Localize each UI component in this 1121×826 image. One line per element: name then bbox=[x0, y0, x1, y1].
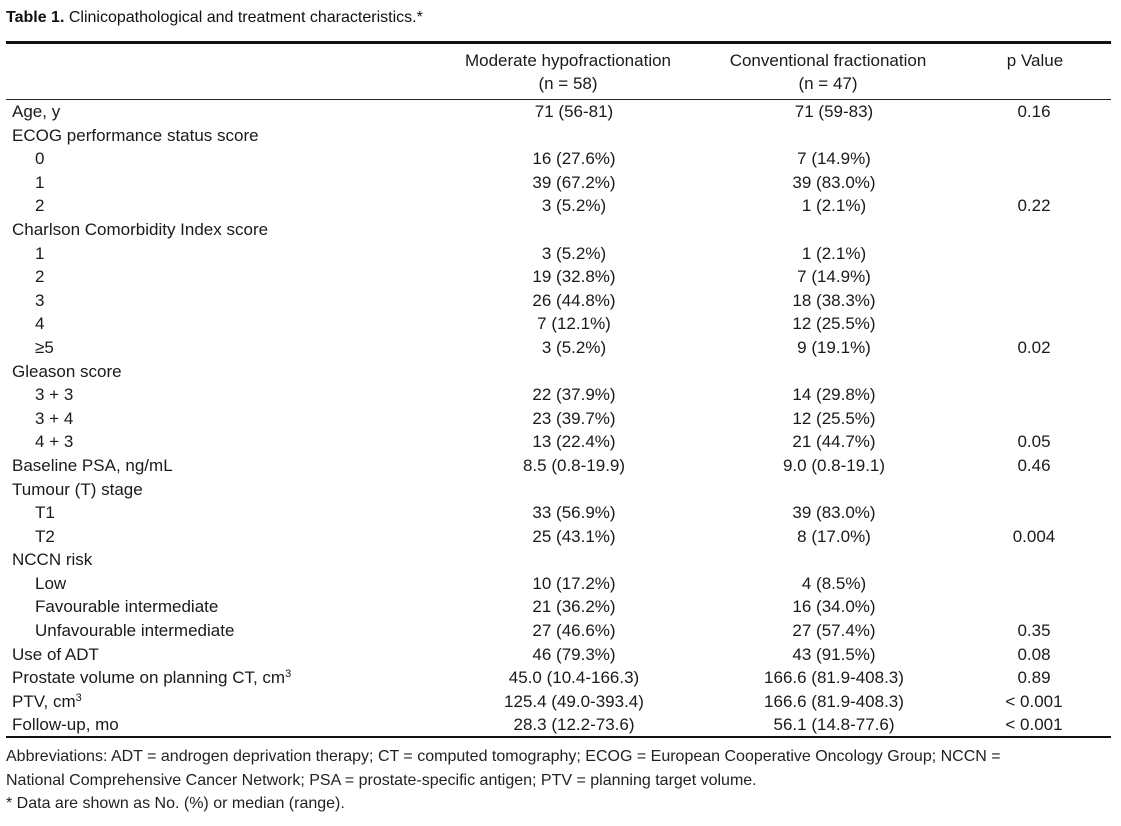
moderate-value: 22 (37.9%) bbox=[532, 385, 616, 405]
row-label bbox=[12, 643, 99, 667]
row-label-text: 4 + 3 bbox=[35, 432, 74, 452]
table-row bbox=[6, 548, 1111, 572]
table-row bbox=[6, 619, 1111, 643]
footnote-data-note: * Data are shown as No. (%) or median (range). bbox=[6, 795, 345, 812]
table-row bbox=[6, 360, 1111, 384]
p-value: 0.08 bbox=[1017, 644, 1051, 664]
row-label-text: 3 bbox=[35, 290, 45, 310]
moderate-value: 13 (22.4%) bbox=[532, 432, 616, 452]
moderate-value: 39 (67.2%) bbox=[532, 172, 616, 192]
table-row bbox=[6, 336, 1111, 360]
moderate-value: 45.0 (10.4-166.3) bbox=[508, 668, 640, 688]
row-label-text: T2 bbox=[35, 526, 55, 546]
moderate-value: 19 (32.8%) bbox=[532, 267, 616, 287]
conventional-value: 8 (17.0%) bbox=[797, 526, 871, 546]
row-label-text: 2 bbox=[35, 196, 45, 216]
row-label bbox=[35, 501, 55, 525]
row-label-text: T1 bbox=[35, 503, 55, 523]
row-label-text: 1 bbox=[35, 243, 45, 263]
table-caption bbox=[6, 9, 423, 27]
row-label bbox=[35, 383, 73, 407]
row-label-text: Use of ADT bbox=[12, 644, 99, 664]
row-label-text: 2 bbox=[35, 267, 45, 287]
row-label bbox=[35, 265, 44, 289]
moderate-value: 23 (39.7%) bbox=[532, 408, 616, 428]
row-label-text: ECOG performance status score bbox=[12, 125, 259, 145]
table-row bbox=[6, 713, 1111, 737]
p-value: 0.35 bbox=[1017, 621, 1051, 641]
conventional-value: 7 (14.9%) bbox=[797, 149, 871, 169]
p-value: 0.22 bbox=[1017, 196, 1051, 216]
row-label-text: NCCN risk bbox=[12, 550, 93, 570]
table-row bbox=[6, 383, 1111, 407]
row-label-text: Prostate volume on planning CT, cm bbox=[12, 668, 286, 688]
header-conventional-fractionation bbox=[700, 49, 956, 95]
table-row bbox=[6, 218, 1111, 242]
row-label bbox=[35, 430, 73, 454]
row-label-text: Low bbox=[35, 573, 67, 593]
row-label bbox=[12, 713, 119, 737]
table-row bbox=[6, 595, 1111, 619]
footnote-abbreviations-line1: Abbreviations: ADT = androgen deprivation therapy; CT = computed tomography; ECOG = European Cooperative Oncology Group; NCCN = bbox=[6, 748, 1001, 765]
row-label bbox=[35, 171, 44, 195]
moderate-value: 26 (44.8%) bbox=[532, 290, 616, 310]
table-row bbox=[6, 100, 1111, 124]
row-label bbox=[35, 289, 44, 313]
p-value: 0.02 bbox=[1017, 337, 1051, 357]
top-rule bbox=[6, 41, 1111, 44]
row-label-text: Gleason score bbox=[12, 361, 122, 381]
table-row bbox=[6, 643, 1111, 667]
table-row bbox=[6, 501, 1111, 525]
table-row bbox=[6, 666, 1111, 690]
p-value: < 0.001 bbox=[1005, 715, 1063, 735]
table-row bbox=[6, 289, 1111, 313]
row-label bbox=[35, 525, 55, 549]
row-label-text: 1 bbox=[35, 172, 45, 192]
moderate-value: 46 (79.3%) bbox=[532, 644, 616, 664]
moderate-value: 21 (36.2%) bbox=[532, 597, 616, 617]
table-row bbox=[6, 525, 1111, 549]
moderate-value: 33 (56.9%) bbox=[532, 503, 616, 523]
moderate-value: 10 (17.2%) bbox=[532, 573, 616, 593]
conventional-value: 16 (34.0%) bbox=[792, 597, 876, 617]
table-row bbox=[6, 478, 1111, 502]
conventional-value: 166.6 (81.9-408.3) bbox=[764, 691, 904, 711]
row-label bbox=[12, 666, 291, 690]
row-label bbox=[12, 454, 173, 478]
row-label bbox=[12, 478, 143, 502]
header-col1-title: Moderate hypofractionation bbox=[464, 51, 672, 70]
table-row bbox=[6, 194, 1111, 218]
table-row bbox=[6, 171, 1111, 195]
row-label-text: 3 + 3 bbox=[35, 385, 74, 405]
bottom-rule bbox=[6, 736, 1111, 738]
conventional-value: 43 (91.5%) bbox=[792, 644, 876, 664]
p-value: < 0.001 bbox=[1005, 691, 1063, 711]
moderate-value: 16 (27.6%) bbox=[532, 149, 616, 169]
conventional-value: 9 (19.1%) bbox=[797, 337, 871, 357]
row-label bbox=[35, 312, 44, 336]
conventional-value: 27 (57.4%) bbox=[792, 621, 876, 641]
table-row bbox=[6, 407, 1111, 431]
conventional-value: 14 (29.8%) bbox=[792, 385, 876, 405]
p-value: 0.89 bbox=[1017, 668, 1051, 688]
table-row bbox=[6, 242, 1111, 266]
row-label-text: 4 bbox=[35, 314, 45, 334]
row-label bbox=[12, 124, 259, 148]
row-label bbox=[35, 147, 44, 171]
conventional-value: 1 (2.1%) bbox=[801, 196, 867, 216]
header-col2-n: (n = 47) bbox=[798, 74, 858, 93]
moderate-value: 125.4 (49.0-393.4) bbox=[504, 691, 644, 711]
conventional-value: 4 (8.5%) bbox=[801, 573, 867, 593]
header-col2-title: Conventional fractionation bbox=[729, 51, 927, 70]
table-row bbox=[6, 454, 1111, 478]
p-value: 0.05 bbox=[1017, 432, 1051, 452]
moderate-value: 27 (46.6%) bbox=[532, 621, 616, 641]
row-label-text: Age, y bbox=[12, 102, 61, 121]
row-label bbox=[35, 572, 66, 596]
header-p-value: p Value bbox=[1006, 51, 1064, 70]
conventional-value: 56.1 (14.8-77.6) bbox=[773, 715, 895, 735]
table-row bbox=[6, 312, 1111, 336]
row-label bbox=[12, 690, 82, 714]
p-value: 0.46 bbox=[1017, 455, 1051, 475]
conventional-value: 7 (14.9%) bbox=[797, 267, 871, 287]
row-label-text: Charlson Comorbidity Index score bbox=[12, 219, 269, 239]
row-label bbox=[12, 100, 60, 124]
row-label bbox=[12, 218, 268, 242]
row-label-superscript: 3 bbox=[75, 691, 82, 704]
table-row bbox=[6, 430, 1111, 454]
p-value: 0.16 bbox=[1017, 102, 1051, 121]
table-caption-text: Clinicopathological and treatment characteristics.* bbox=[68, 9, 423, 26]
row-label-text: 3 + 4 bbox=[35, 408, 74, 428]
row-label-text: Tumour (T) stage bbox=[12, 479, 143, 499]
table-row bbox=[6, 147, 1111, 171]
conventional-value: 71 (59-83) bbox=[794, 102, 874, 121]
conventional-value: 18 (38.3%) bbox=[792, 290, 876, 310]
header-col1-n: (n = 58) bbox=[538, 74, 598, 93]
row-label-superscript: 3 bbox=[285, 668, 292, 681]
moderate-value: 28.3 (12.2-73.6) bbox=[513, 715, 635, 735]
footnote-abbreviations-line2: National Comprehensive Cancer Network; PSA = prostate-specific antigen; PTV = planning target volume. bbox=[6, 771, 757, 789]
table-footnotes bbox=[6, 745, 1116, 816]
conventional-value: 21 (44.7%) bbox=[792, 432, 876, 452]
row-label bbox=[12, 548, 92, 572]
row-label bbox=[35, 595, 218, 619]
table-body bbox=[6, 100, 1111, 737]
table-row bbox=[6, 265, 1111, 289]
row-label-text: Follow-up, mo bbox=[12, 715, 119, 735]
row-label-text: 0 bbox=[35, 149, 45, 169]
row-label-text: Baseline PSA, ng/mL bbox=[12, 455, 173, 475]
conventional-value: 12 (25.5%) bbox=[792, 314, 876, 334]
conventional-value: 12 (25.5%) bbox=[792, 408, 876, 428]
table-row bbox=[6, 124, 1111, 148]
moderate-value: 3 (5.2%) bbox=[541, 243, 607, 263]
row-label bbox=[35, 407, 73, 431]
conventional-value: 166.6 (81.9-408.3) bbox=[764, 668, 904, 688]
conventional-value: 9.0 (0.8-19.1) bbox=[782, 455, 886, 475]
row-label bbox=[35, 619, 234, 643]
moderate-value: 3 (5.2%) bbox=[541, 196, 607, 216]
table-row bbox=[6, 690, 1111, 714]
row-label bbox=[35, 242, 44, 266]
row-label bbox=[35, 194, 44, 218]
moderate-value: 25 (43.1%) bbox=[532, 526, 616, 546]
moderate-value: 71 (56-81) bbox=[534, 102, 614, 121]
moderate-value: 3 (5.2%) bbox=[541, 337, 607, 357]
table-row bbox=[6, 572, 1111, 596]
row-label bbox=[12, 360, 122, 384]
conventional-value: 39 (83.0%) bbox=[792, 503, 876, 523]
row-label-text: Favourable intermediate bbox=[35, 597, 219, 617]
row-label-text: Unfavourable intermediate bbox=[35, 621, 235, 641]
row-label bbox=[35, 336, 54, 360]
header-moderate-hypofractionation bbox=[431, 49, 705, 95]
row-label-text: ≥5 bbox=[35, 337, 54, 357]
conventional-value: 1 (2.1%) bbox=[801, 243, 867, 263]
conventional-value: 39 (83.0%) bbox=[792, 172, 876, 192]
p-value: 0.004 bbox=[1012, 526, 1056, 546]
row-label-text: PTV, cm bbox=[12, 691, 76, 711]
moderate-value: 7 (12.1%) bbox=[537, 314, 611, 334]
table-caption-label: Table 1. bbox=[6, 9, 65, 26]
moderate-value: 8.5 (0.8-19.9) bbox=[522, 455, 626, 475]
